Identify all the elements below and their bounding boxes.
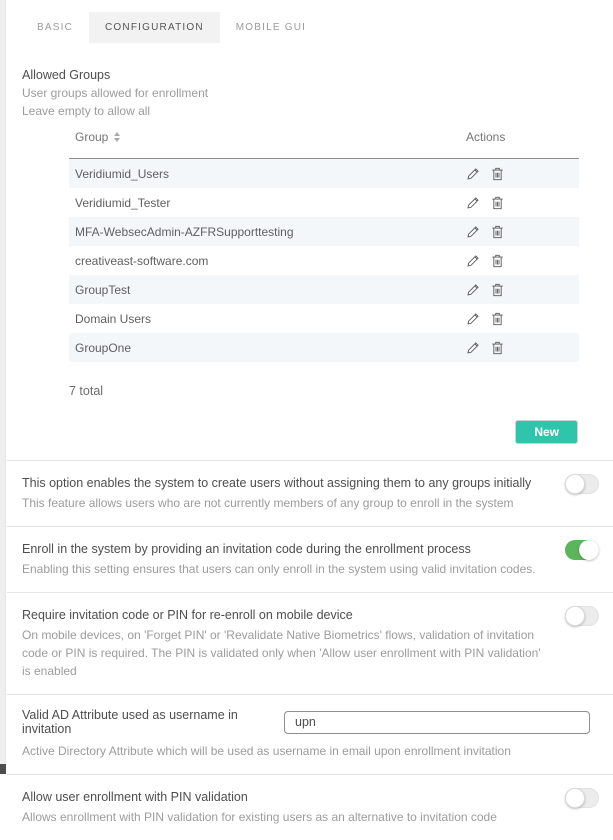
setting-create-users-without-groups [7,461,613,527]
delete-button[interactable] [491,341,504,355]
table-row [69,246,579,275]
setting-title: Require invitation code or PIN for re-enroll on mobile device [22,608,353,622]
pencil-icon [466,167,480,181]
pencil-icon [466,312,480,326]
delete-button[interactable] [491,167,504,181]
setting-invitation-code-enrollment [7,527,613,593]
edit-button[interactable] [466,196,480,210]
pencil-icon [466,283,480,297]
toggle-knob [565,474,585,494]
column-header-actions: Actions [466,130,506,144]
group-name: Veridiumid_Users [75,166,170,181]
bottom-left-artifact [0,764,6,774]
group-name: creativeast-software.com [75,253,209,268]
tab-configuration[interactable]: CONFIGURATION [89,12,220,43]
new-button[interactable]: New [515,420,578,444]
toggle-require-code-or-pin-reenroll[interactable] [565,606,599,626]
pencil-icon [466,225,480,239]
toggle-pin-validation-enrollment[interactable] [565,788,599,808]
delete-button[interactable] [491,225,504,239]
setting-title: This option enables the system to create users without assigning them to any groups initially [22,476,532,490]
tab-basic[interactable]: BASIC [37,22,74,33]
allowed-groups-desc-1: User groups allowed for enrollment [22,86,209,100]
edit-button[interactable] [466,312,480,326]
edit-button[interactable] [466,341,480,355]
edit-button[interactable] [466,283,480,297]
pencil-icon [466,341,480,355]
delete-button[interactable] [491,254,504,268]
trash-icon [491,196,504,210]
group-name: GroupTest [75,282,131,297]
pencil-icon [466,196,480,210]
left-edge-strip [0,0,6,774]
setting-description: Allows enrollment with PIN validation for existing users as an alternative to invitation code [22,810,497,824]
trash-icon [491,312,504,326]
table-row [69,275,579,304]
configuration-page [7,0,613,840]
trash-icon [491,254,504,268]
groups-table-body [69,159,579,362]
toggle-invitation-code-enrollment[interactable] [565,540,599,560]
delete-button[interactable] [491,283,504,297]
total-count: 7 total [69,384,104,398]
table-row [69,333,579,362]
group-name: GroupOne [75,340,132,355]
setting-description: Active Directory Attribute which will be used as username in email upon enrollment invitation [22,744,511,758]
setting-description: On mobile devices, on 'Forget PIN' or 'Revalidate Native Biometrics' flows, validation of invitation code or PIN is required. The PIN is validated only when 'Allow user enrollment with PIN validation' is enabled [22,628,541,678]
setting-description: This feature allows users who are not currently members of any group to enroll in the system [22,496,514,510]
allowed-groups-header [22,67,613,120]
trash-icon [491,167,504,181]
toggle-create-users-without-groups[interactable] [565,474,599,494]
tab-bar [21,12,613,43]
group-name: MFA-WebsecAdmin-AZFRSupporttesting [75,224,294,239]
table-row [69,188,579,217]
table-row [69,159,579,188]
edit-button[interactable] [466,167,480,181]
pencil-icon [466,254,480,268]
setting-require-code-or-pin-reenroll [7,593,613,695]
toggle-knob [565,606,585,626]
tab-mobile-gui[interactable]: MOBILE GUI [235,22,307,33]
allowed-groups-desc-2: Leave empty to allow all [22,104,151,118]
delete-button[interactable] [491,312,504,326]
toggle-knob [565,788,585,808]
setting-pin-validation-enrollment [7,775,613,840]
trash-icon [491,341,504,355]
ad-attribute-input[interactable] [284,711,590,734]
table-row [69,217,579,246]
sort-icon[interactable] [114,132,120,142]
ad-attribute-label: Valid AD Attribute used as username in invitation [22,708,238,736]
edit-button[interactable] [466,254,480,268]
toggle-knob [579,540,599,560]
edit-button[interactable] [466,225,480,239]
group-name: Domain Users [75,311,152,326]
groups-table [69,130,579,362]
trash-icon [491,283,504,297]
group-name: Veridiumid_Tester [75,195,171,210]
setting-title: Allow user enrollment with PIN validation [22,790,248,804]
table-row [69,304,579,333]
setting-ad-attribute [7,695,613,775]
setting-description: Enabling this setting ensures that users can only enroll in the system using valid invitation codes. [22,562,536,576]
setting-title: Enroll in the system by providing an invitation code during the enrollment process [22,542,471,556]
allowed-groups-title: Allowed Groups [22,68,111,82]
column-header-group: Group [75,130,109,144]
delete-button[interactable] [491,196,504,210]
trash-icon [491,225,504,239]
groups-table-header [69,130,579,144]
